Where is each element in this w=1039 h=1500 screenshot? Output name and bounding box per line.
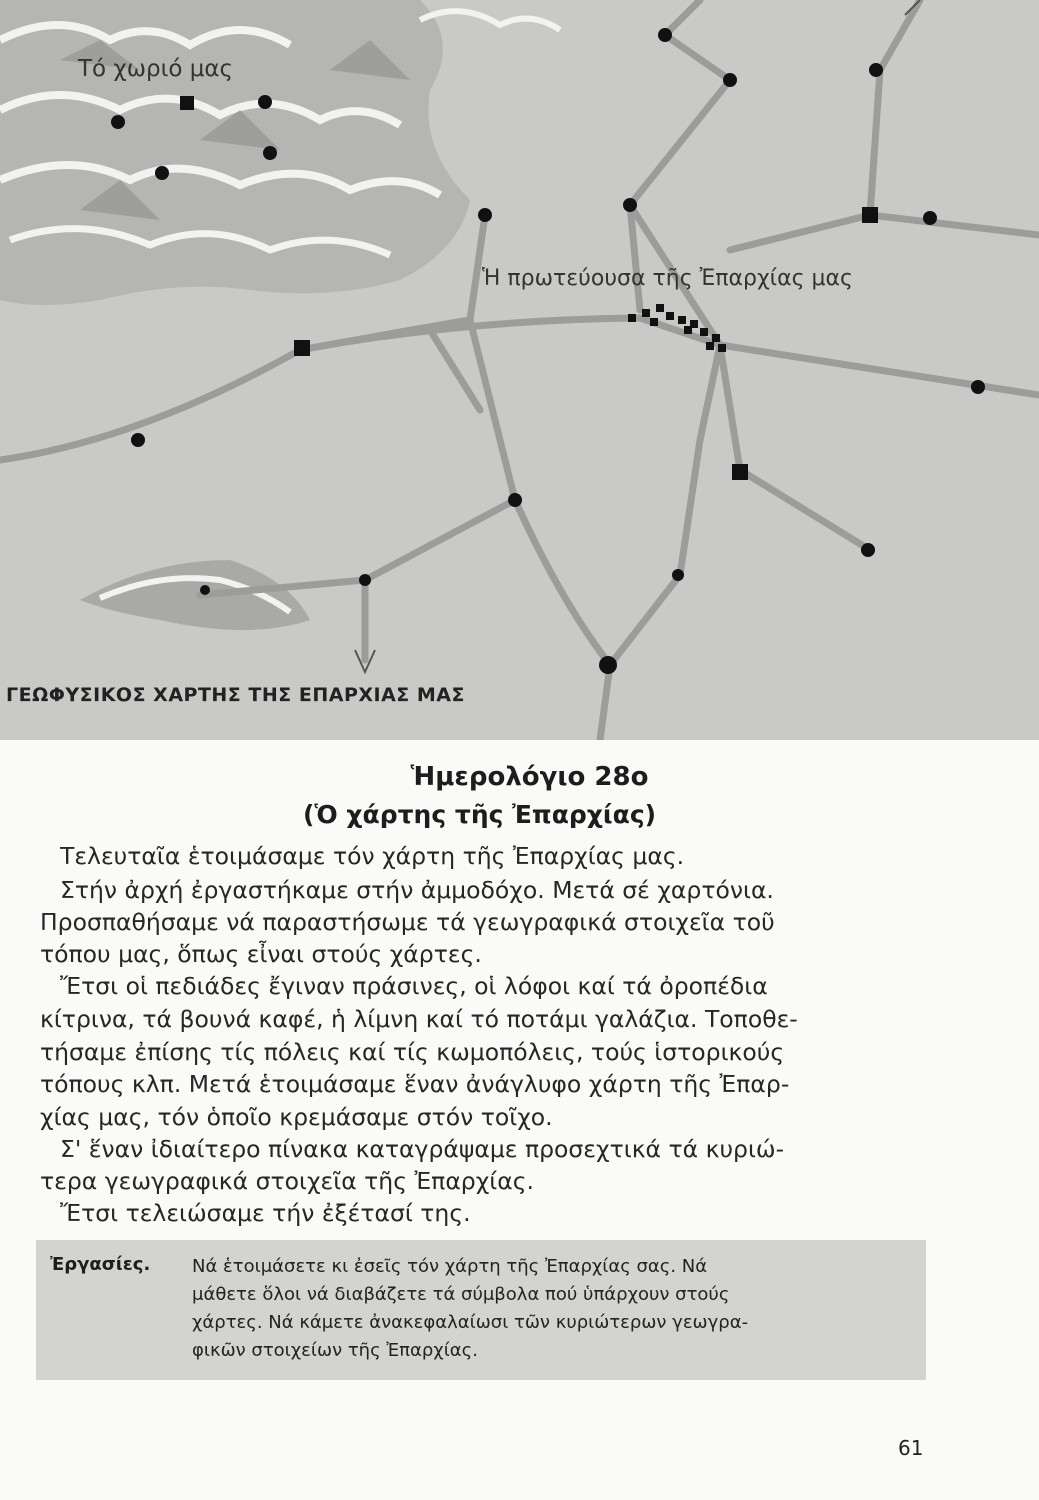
- lesson-title: Ἡμερολόγιο 28ο: [410, 762, 649, 792]
- tasks-line: μάθετε ὅλοι νά διαβάζετε τά σύμβολα πού ὑπάρχουν στούς: [192, 1284, 730, 1305]
- body-line: Ἔτσι τελειώσαμε τήν ἐξέτασί της.: [60, 1199, 471, 1227]
- body-line: τόπου μας, ὅπως εἶναι στούς χάρτες.: [40, 940, 482, 968]
- tasks-label: Ἐργασίες.: [50, 1254, 151, 1275]
- body-line: Ἔτσι οἱ πεδιάδες ἔγιναν πράσινες, οἱ λόφοι καί τά ὀροπέδια: [60, 972, 768, 1000]
- map-drawing: [0, 0, 1039, 740]
- tasks-box: [36, 1240, 926, 1380]
- body-line: τήσαμε ἐπίσης τίς πόλεις καί τίς κωμοπόλεις, τούς ἱστορικούς: [40, 1038, 785, 1066]
- capital-label: Ἡ πρωτεύουσα τῆς Ἐπαρχίας μας: [482, 266, 853, 291]
- tasks-line: Νά ἑτοιμάσετε κι ἐσεῖς τόν χάρτη τῆς Ἐπαρχίας σας. Νά: [192, 1256, 708, 1277]
- body-line: κίτρινα, τά βουνά καφέ, ἡ λίμνη καί τό ποτάμι γαλάζια. Τοποθε-: [40, 1005, 798, 1033]
- body-line: χίας μας, τόν ὁποῖο κρεμάσαμε στόν τοῖχο.: [40, 1103, 553, 1131]
- tasks-line: φικῶν στοιχείων τῆς Ἐπαρχίας.: [192, 1340, 478, 1361]
- body-line: Στήν ἀρχή ἐργαστήκαμε στήν ἀμμοδόχο. Μετά σέ χαρτόνια.: [60, 876, 774, 904]
- village-label: Τό χωριό μας: [78, 56, 234, 82]
- geophysical-map: [0, 0, 1039, 740]
- tasks-line: χάρτες. Νά κάμετε ἀνακεφαλαίωσι τῶν κυριώτερων γεωγρα-: [192, 1312, 749, 1333]
- body-line: Σ' ἕναν ἰδιαίτερο πίνακα καταγράψαμε προσεχτικά τά κυριώ-: [60, 1135, 785, 1163]
- body-line: τερα γεωγραφικά στοιχεῖα τῆς Ἐπαρχίας.: [40, 1167, 535, 1195]
- body-line: τόπους κλπ. Μετά ἑτοιμάσαμε ἕναν ἀνάγλυφο χάρτη τῆς Ἐπαρ-: [40, 1070, 790, 1098]
- lesson-subtitle: (Ὁ χάρτης τῆς Ἐπαρχίας): [302, 800, 657, 829]
- page-number: 61: [898, 1436, 924, 1460]
- map-title: ΓΕΩΦΥΣΙΚΟΣ ΧΑΡΤΗΣ ΤΗΣ ΕΠΑΡΧΙΑΣ ΜΑΣ: [6, 684, 465, 706]
- body-line: Προσπαθήσαμε νά παραστήσωμε τά γεωγραφικά στοιχεῖα τοῦ: [40, 908, 775, 936]
- hill: [80, 560, 310, 630]
- body-line: Τελευταῖα ἑτοιμάσαμε τόν χάρτη τῆς Ἐπαρχίας μας.: [60, 842, 685, 870]
